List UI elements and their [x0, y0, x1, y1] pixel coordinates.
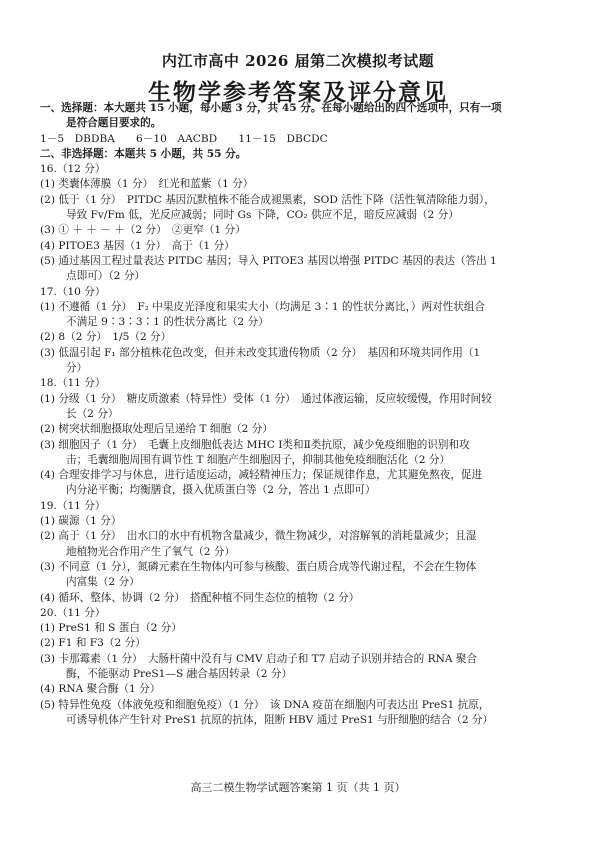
answer-18-1: (1) 分级（1 分） 糖皮质激素（特异性）受体（1 分） 通过体液运输，反应较缓慢，作用时间较 [40, 392, 492, 405]
answer-20-1: (1) PreS1 和 S 蛋白（2 分） [40, 622, 182, 635]
choice-answers: 1－5 DBDBA 6－10 AACBD 11－15 DBCDC [40, 132, 328, 145]
answer-19-2: (2) 高于（1 分） 出水口的水中有机物含量减少，微生物减少，对溶解氧的消耗量减少；且湿 [40, 530, 477, 543]
question-19-header: 19.（11 分） [40, 499, 106, 512]
answer-16-2-cont: 导致 Fv/Fm 低，光反应减弱；同时 Gs 下降，CO₂ 供应不足，暗反应减弱（2 分） [66, 209, 459, 222]
answer-16-3: (3) ① ＋ ＋ － ＋（2 分） ②更窄（1 分） [40, 224, 246, 237]
section-2-heading: 二、非选择题：本题共 5 小题，共 55 分。 [40, 147, 247, 160]
answer-18-3: (3) 细胞因子（1 分） 毛囊上皮细胞低表达 MHC Ⅰ类和Ⅱ类抗原，减少免疫细胞的识别和攻 [40, 438, 470, 451]
answer-20-3-cont: 酶，不能驱动 PreS1—S 融合基因转录（2 分） [66, 667, 293, 680]
answer-18-4-cont: 内分泌平衡；均衡膳食，摄入优质蛋白等（2 分，答出 1 点即可） [66, 484, 376, 497]
answer-17-2: (2) 8（2 分） 1/5（2 分） [40, 331, 172, 344]
section-1-heading-cont: 是符合题目要求的。 [66, 117, 162, 130]
answer-20-2: (2) F1 和 F3（2 分） [40, 637, 146, 650]
answer-19-4: (4) 循环、整体、协调（2 分） 搭配种植不同生态位的植物（2 分） [40, 591, 360, 604]
question-18-header: 18.（11 分） [40, 377, 106, 390]
answer-16-2: (2) 低于（1 分） PITDC 基因沉默植株不能合成褪黑素，SOD 活性下降（活性氧清除能力弱）， [40, 193, 495, 206]
question-20-header: 20.（11 分） [40, 606, 106, 619]
answer-19-1: (1) 碳源（1 分） [40, 515, 122, 528]
answer-20-3: (3) 卡那霉素（1 分） 大肠杆菌中没有与 CMV 启动子和 T7 启动子识别并结合的 RNA 聚合 [40, 652, 478, 665]
answer-18-4: (4) 合理安排学习与休息，进行适度运动，减轻精神压力；保证规律作息，尤其避免熬夜，促进 [40, 469, 483, 482]
question-16-header: 16.（12 分） [40, 163, 106, 176]
answer-18-3-cont: 击；毛囊细胞周围有调节性 T 细胞产生细胞因子，抑制其他免疫细胞活化（2 分） [66, 453, 451, 466]
answer-20-5-cont: 可诱导机体产生针对 PreS1 抗原的抗体，阻断 HBV 通过 PreS1 与肝细胞的结合（2 分） [66, 713, 494, 726]
answer-17-3: (3) 低温引起 F₁ 部分植株花色改变，但并未改变其遗传物质（2 分） 基因和环境共同作用（1 [40, 346, 481, 359]
answer-19-3-cont: 内富集（2 分） [66, 576, 140, 589]
answer-16-4: (4) PITOE3 基因（1 分） 高于（1 分） [40, 239, 235, 252]
section-1-heading: 一、选择题：本大题共 15 小题，每小题 3 分，共 45 分。在每小题给出的四个选项中，只有一项 [40, 102, 502, 114]
question-17-header: 17.（10 分） [40, 285, 106, 298]
exam-title: 内江市高中 2026 届第二次模拟考试题 [161, 52, 435, 70]
page-footer: 高三二模生物学试题答案第 1 页（共 1 页） [190, 781, 406, 794]
answer-20-4: (4) RNA 聚合酶（1 分） [40, 683, 161, 696]
answer-17-1-cont: 不满足 9∶3∶3∶1 的性状分离比（2 分） [66, 316, 269, 329]
answer-20-5: (5) 特异性免疫（体液免疫和细胞免疫）（1 分） 该 DNA 疫苗在细胞内可表达出 PreS1 抗原， [40, 698, 490, 711]
answer-19-3: (3) 不同意（1 分），氮磷元素在生物体内可参与核酸、蛋白质合成等代谢过程，不会在生物体 [40, 560, 477, 573]
answer-17-1: (1) 不遵循（1 分） F₂ 中果皮光泽度和果实大小（均满足 3∶1 的性状分离比，）两对性状组合 [40, 300, 486, 313]
answer-16-1: (1) 类囊体薄膜（1 分） 红光和蓝紫（1 分） [40, 178, 254, 191]
answer-16-5-cont: 点即可）（2 分） [66, 270, 145, 283]
answer-19-2-cont: 地植物光合作用产生了氧气（2 分） [66, 545, 236, 558]
answer-18-2: (2) 树突状细胞摄取处理后呈递给 T 细胞（2 分） [40, 423, 273, 436]
answer-16-5: (5) 通过基因工程过量表达 PITDC 基因；导入 PITOE3 基因以增强 PITDC 基因的表达（答出 1 [40, 254, 497, 267]
answer-17-3-cont: 分） [66, 362, 88, 375]
answer-18-1-cont: 长（2 分） [66, 407, 119, 420]
answer-key-title: 生物学参考答案及评分意见 [148, 79, 448, 106]
answer-content [40, 101, 564, 728]
